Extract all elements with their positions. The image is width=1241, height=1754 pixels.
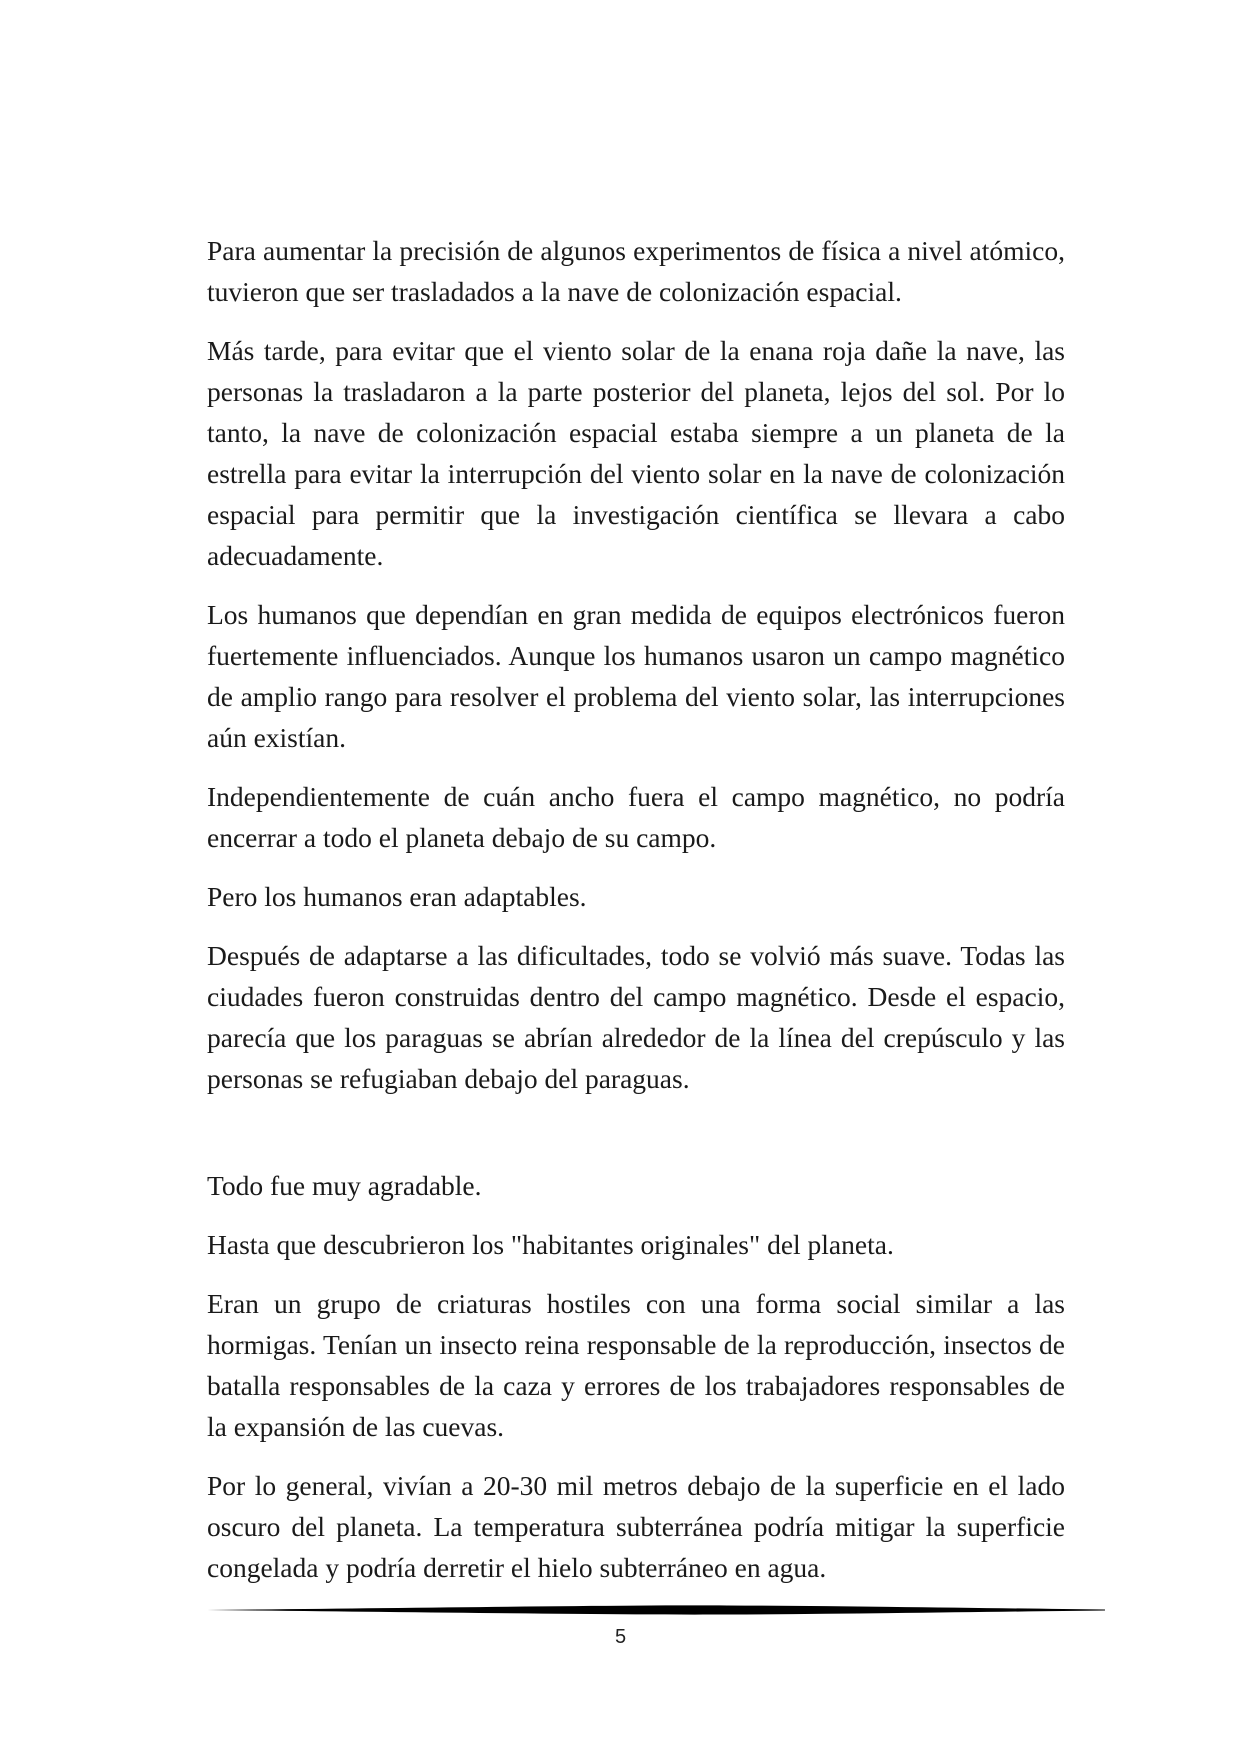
paragraph: Por lo general, vivían a 20-30 mil metros debajo de la superficie en el lado oscuro del planeta. La temperatura subterránea podría mitigar la superficie congelada y podría derretir el hielo subterráneo en agua. bbox=[207, 1470, 1065, 1583]
section-break bbox=[207, 1117, 1065, 1165]
page-number: 5 bbox=[614, 1626, 627, 1648]
paragraph: Los humanos que dependían en gran medida de equipos electrónicos fueron fuertemente influenciados. Aunque los humanos usaron un campo magnético de amplio rango para resolver el problema del viento solar, las interrupciones aún existían. bbox=[207, 599, 1065, 753]
paragraph: Independientemente de cuán ancho fuera el campo magnético, no podría encerrar a todo el planeta debajo de su campo. bbox=[207, 781, 1065, 853]
paragraph: Eran un grupo de criaturas hostiles con una forma social similar a las hormigas. Tenían un insecto reina responsable de la reproducción, insectos de batalla responsables de la caza y errores de los trabajadores responsables de la expansión de las cuevas. bbox=[207, 1288, 1065, 1442]
paragraph: Hasta que descubrieron los "habitantes originales" del planeta. bbox=[207, 1229, 894, 1260]
paragraph: Todo fue muy agradable. bbox=[207, 1170, 482, 1201]
paragraph: Más tarde, para evitar que el viento solar de la enana roja dañe la nave, las personas la trasladaron a la parte posterior del planeta, lejos del sol. Por lo tanto, la nave de colonización espacial estaba siempre a un planeta de la estrella para evitar la interrupción del viento solar en la nave de colonización espacial para permitir que la investigación científica se llevara a cabo adecuadamente. bbox=[207, 335, 1065, 571]
paragraph: Pero los humanos eran adaptables. bbox=[207, 881, 587, 912]
paragraph: Después de adaptarse a las dificultades, todo se volvió más suave. Todas las ciudades fueron construidas dentro del campo magnético. Desde el espacio, parecía que los paraguas se abrían alrededor de la línea del crepúsculo y las personas se refugiaban debajo del paraguas. bbox=[207, 940, 1065, 1094]
paragraph: Para aumentar la precisión de algunos experimentos de física a nivel atómico, tuvieron que ser trasladados a la nave de colonización espacial. bbox=[207, 235, 1065, 307]
footer-rule bbox=[207, 1604, 1105, 1616]
page-body bbox=[207, 230, 1065, 1606]
